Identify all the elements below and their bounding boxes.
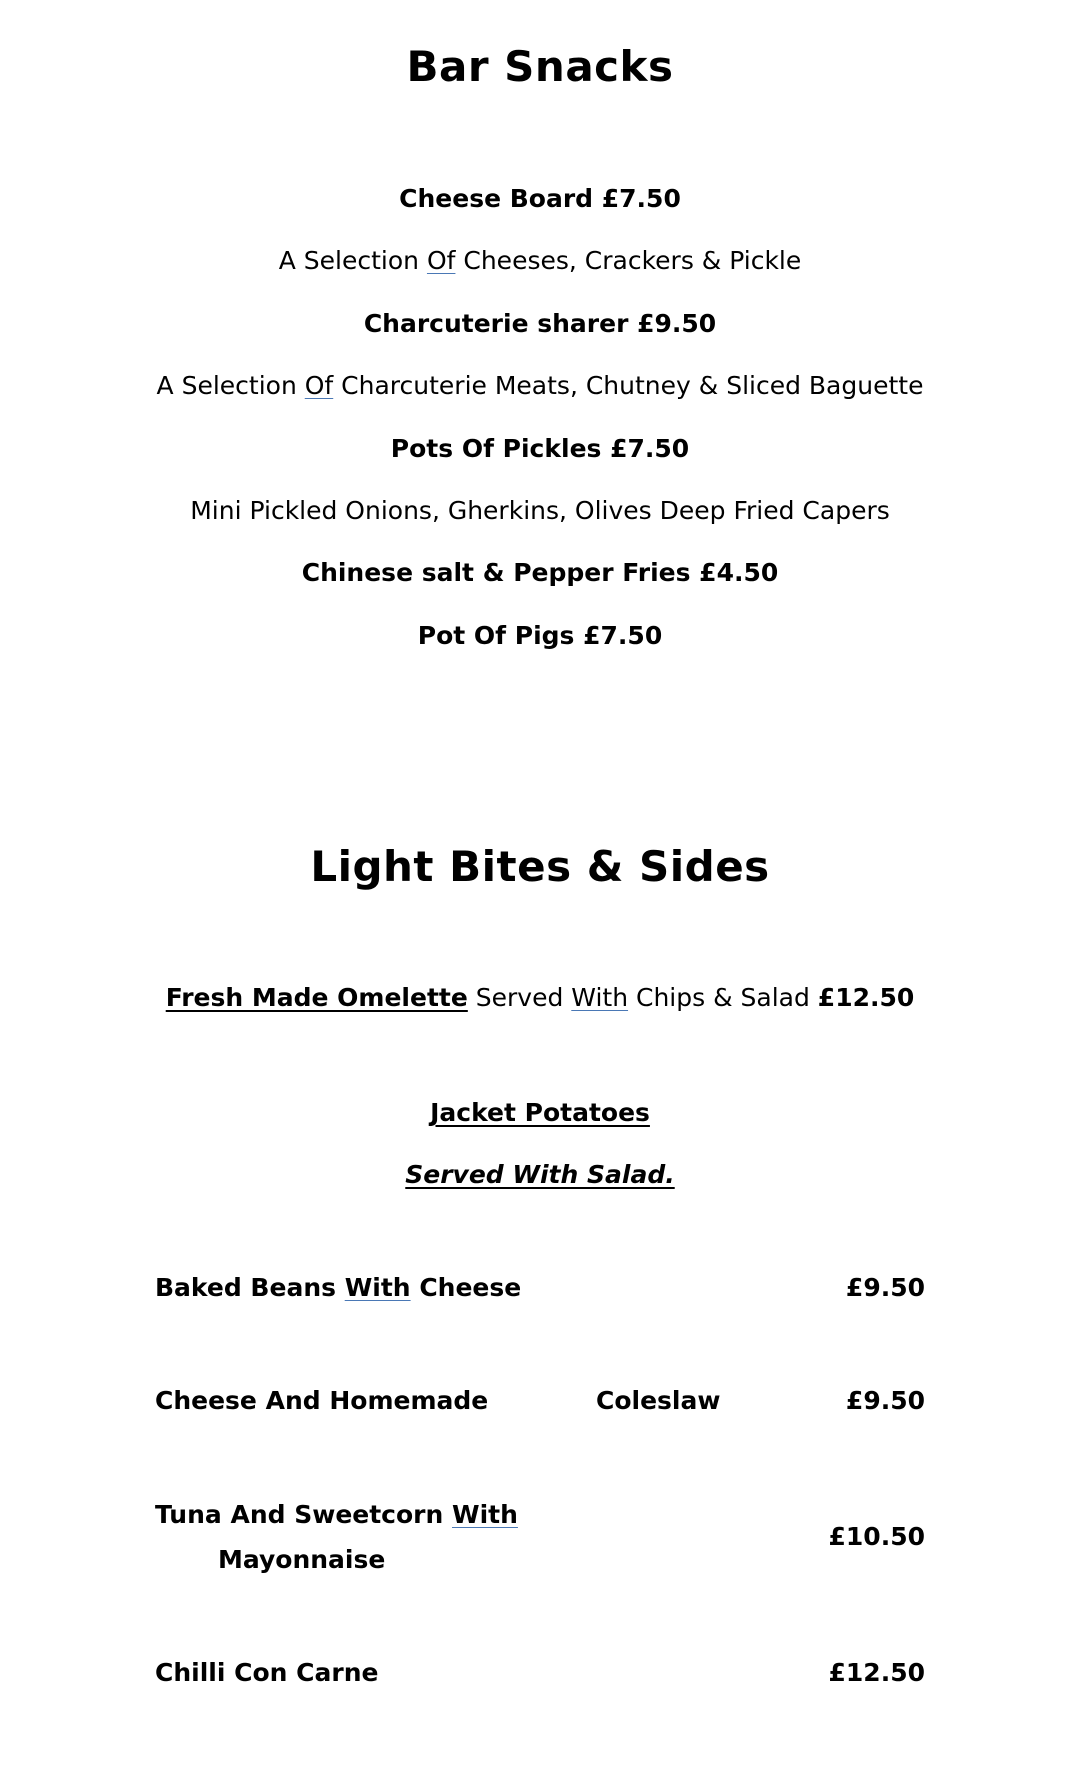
filling-chilli-price: £12.50 xyxy=(828,1658,925,1687)
filling-cheese-name: Cheese And Homemade xyxy=(155,1386,489,1415)
charcuterie-item: Charcuterie sharer £9.50 xyxy=(363,309,717,338)
filling-text-underlined: With xyxy=(344,1273,411,1302)
filling-beans-price: £9.50 xyxy=(845,1273,925,1302)
desc-text-underlined: Of xyxy=(304,371,334,400)
filling-tuna-price: £10.50 xyxy=(828,1522,925,1551)
bar-snacks-title: Bar Snacks xyxy=(406,42,674,91)
filling-text: Baked Beans xyxy=(155,1273,345,1302)
filling-text: Cheese xyxy=(410,1273,522,1302)
jacket-potatoes-title-text: Jacket Potatoes xyxy=(430,1098,650,1127)
omelette-item xyxy=(0,983,1080,1012)
fries-item: Chinese salt & Pepper Fries £4.50 xyxy=(301,558,779,587)
filling-tuna-name-continued: Mayonnaise xyxy=(218,1545,386,1574)
filling-beans-name xyxy=(155,1273,521,1302)
omelette-name: Fresh Made Omelette xyxy=(165,983,468,1012)
filling-text-underlined: With xyxy=(452,1500,518,1529)
filling-chilli-name: Chilli Con Carne xyxy=(155,1658,379,1687)
omelette-text: Served xyxy=(467,983,572,1012)
desc-text: Cheeses, Crackers & Pickle xyxy=(455,246,802,275)
pickles-description: Mini Pickled Onions, Gherkins, Olives Deep Fried Capers xyxy=(190,496,890,525)
cheese-board-item: Cheese Board £7.50 xyxy=(399,184,681,213)
jacket-potatoes-subtitle xyxy=(0,1160,1080,1189)
charcuterie-description xyxy=(0,371,1080,400)
filling-cheese-price: £9.50 xyxy=(845,1386,925,1415)
omelette-text-underlined: With xyxy=(571,983,629,1012)
omelette-text: Chips & Salad xyxy=(628,983,818,1012)
pigs-item: Pot Of Pigs £7.50 xyxy=(417,621,663,650)
filling-text: Tuna And Sweetcorn xyxy=(155,1500,453,1529)
desc-text-underlined: Of xyxy=(426,246,456,275)
omelette-price: £12.50 xyxy=(817,983,915,1012)
filling-cheese-name-continued: Coleslaw xyxy=(596,1386,721,1415)
desc-text: Charcuterie Meats, Chutney & Sliced Baguette xyxy=(333,371,924,400)
desc-text: A Selection xyxy=(278,246,427,275)
light-bites-title: Light Bites & Sides xyxy=(310,842,770,891)
desc-text: A Selection xyxy=(156,371,305,400)
jacket-potatoes-subtitle-text: Served With Salad. xyxy=(405,1160,675,1189)
pickles-item: Pots Of Pickles £7.50 xyxy=(390,434,690,463)
jacket-potatoes-title xyxy=(0,1098,1080,1127)
cheese-board-description xyxy=(0,246,1080,275)
filling-tuna-name xyxy=(155,1500,518,1529)
